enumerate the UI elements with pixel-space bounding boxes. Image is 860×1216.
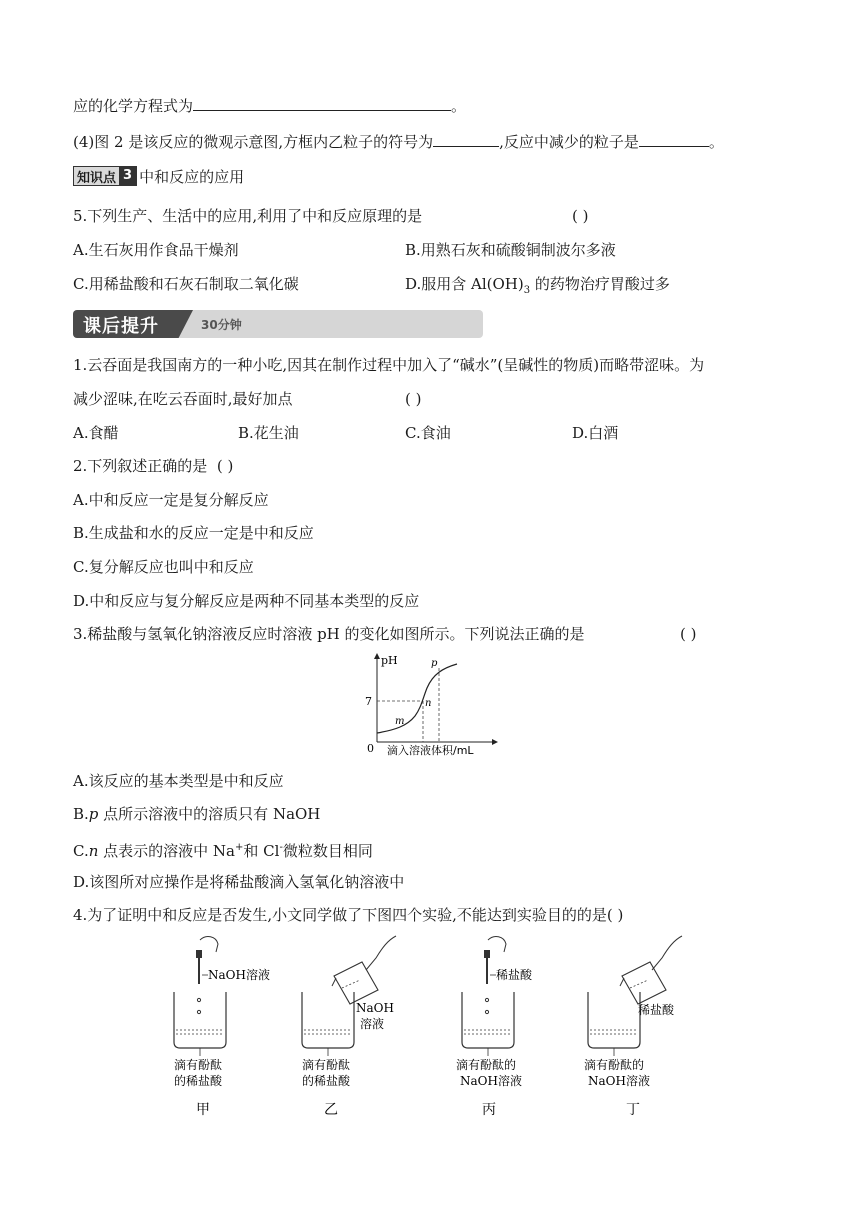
hand-icon [200, 937, 218, 952]
caption-ding: 丁 [626, 1102, 640, 1118]
y-axis-label: pH [381, 654, 398, 667]
y-tick-7: 7 [365, 695, 372, 708]
origin-label: 0 [367, 742, 374, 755]
hand-icon [366, 936, 396, 970]
experiment-jia [174, 937, 270, 1118]
section-time: 30分钟 [201, 318, 242, 332]
q3-answer-paren: ( ) [680, 625, 697, 643]
dropper-bulb-icon [484, 950, 490, 958]
knowledge-point-title: 中和反应的应用 [139, 167, 245, 186]
q1-option-d[interactable]: D.白酒 [572, 424, 619, 442]
q4-prev-particle-line: (4)图 2 是该反应的微观示意图,方框内乙粒子的符号为 ,反应中减少的粒子是 。 [73, 130, 724, 152]
q1-option-c[interactable]: C.食油 [405, 424, 451, 442]
beaker-label-1: 滴有酚酞的 [584, 1058, 645, 1072]
answer-blank-reduced-particle[interactable] [639, 130, 709, 147]
section-title: 课后提升 [83, 316, 159, 337]
beaker-label-2: NaOH溶液 [588, 1074, 650, 1088]
q5-option-c[interactable]: C.用稀盐酸和石灰石制取二氧化碳 [73, 275, 299, 293]
q2-option-d[interactable]: D.中和反应与复分解反应是两种不同基本类型的反应 [73, 592, 420, 610]
dropper-bulb-icon [196, 950, 202, 958]
q2-option-c[interactable]: C.复分解反应也叫中和反应 [73, 558, 254, 576]
reagent-label-2: 溶液 [360, 1017, 385, 1031]
beaker-icon [302, 992, 354, 1048]
q3-option-b[interactable]: B.p 点所示溶液中的溶质只有 NaOH [73, 805, 321, 823]
q3-option-a[interactable]: A.该反应的基本类型是中和反应 [73, 772, 284, 790]
equation-prompt: 应的化学方程式为 [73, 97, 194, 115]
beaker-icon [174, 992, 226, 1048]
q1-stem-line2: 减少涩味,在吃云吞面时,最好加点 [73, 390, 293, 408]
q5-answer-paren: ( ) [572, 207, 589, 225]
q3-option-d[interactable]: D.该图所对应操作是将稀盐酸滴入氢氧化钠溶液中 [73, 873, 405, 891]
experiment-bing [456, 937, 533, 1118]
q3-option-c[interactable]: C.n 点表示的溶液中 Na+和 Cl-微粒数目相同 [73, 842, 373, 860]
beaker-label-2: 的稀盐酸 [302, 1074, 351, 1088]
beaker-label-1: 滴有酚酞 [302, 1058, 351, 1072]
pouring-beaker-icon [622, 962, 666, 1004]
q3-prev-equation-line: 应的化学方程式为 。 [73, 94, 466, 116]
caption-jia: 甲 [196, 1102, 210, 1118]
q5-option-b[interactable]: B.用熟石灰和硫酸铜制波尔多液 [405, 241, 616, 259]
beaker-icon [462, 992, 514, 1048]
pouring-beaker-icon [334, 962, 378, 1004]
point-m-label: m [395, 716, 405, 727]
beaker-icon [588, 992, 640, 1048]
q5-option-a[interactable]: A.生石灰用作食品干燥剂 [73, 241, 239, 259]
experiment-yi [302, 936, 396, 1118]
q1-option-a[interactable]: A.食醋 [73, 424, 119, 442]
q1-option-b[interactable]: B.花生油 [238, 424, 299, 442]
reagent-label: 稀盐酸 [496, 968, 533, 982]
q5-stem: 5.下列生产、生活中的应用,利用了中和反应原理的是 [73, 207, 423, 225]
point-n-label: n [425, 698, 432, 709]
q3-stem: 3.稀盐酸与氢氧化钠溶液反应时溶液 pH 的变化如图所示。下列说法正确的是 [73, 625, 585, 643]
beaker-label-2: 的稀盐酸 [174, 1074, 223, 1088]
reagent-label: NaOH溶液 [208, 968, 270, 982]
hand-icon [652, 936, 682, 970]
beaker-label-2: NaOH溶液 [460, 1074, 522, 1088]
answer-blank-particle-symbol[interactable] [433, 130, 499, 147]
knowledge-point-heading [73, 166, 244, 186]
section-banner [73, 310, 483, 338]
hand-icon [488, 937, 506, 952]
reagent-label-1: NaOH [356, 1001, 394, 1015]
reagent-label: 稀盐酸 [638, 1003, 675, 1017]
caption-bing: 丙 [482, 1102, 496, 1118]
q4-experiment-figure [160, 932, 700, 1122]
beaker-label-1: 滴有酚酞的 [456, 1058, 517, 1072]
q2-answer-paren: ( ) [216, 457, 234, 475]
q5-option-d[interactable]: D.服用含 $Al(OH)_3$ 的药物治疗胃酸过多 [405, 275, 670, 296]
q2-stem: 2.下列叙述正确的是 ( ) [73, 457, 234, 475]
ph-curve [377, 664, 457, 733]
beaker-label-1: 滴有酚酞 [174, 1058, 223, 1072]
q4-stem: 4.为了证明中和反应是否发生,小文同学做了下图四个实验,不能达到实验目的的是( ) [73, 906, 624, 924]
q2-option-a[interactable]: A.中和反应一定是复分解反应 [73, 491, 269, 509]
q2-option-b[interactable]: B.生成盐和水的反应一定是中和反应 [73, 524, 314, 542]
experiment-ding [584, 936, 682, 1118]
point-p-label: p [431, 658, 438, 669]
x-axis-label: 滴入溶液体积/mL [387, 744, 474, 756]
knowledge-point-badge: 知识点 3 [73, 166, 137, 186]
ph-curve-chart [355, 650, 505, 756]
q1-stem-line1: 1.云吞面是我国南方的一种小吃,因其在制作过程中加入了“碱水”(呈碱性的物质)而略带涩味。为 [73, 356, 705, 374]
answer-blank-equation[interactable] [193, 94, 451, 111]
caption-yi: 乙 [324, 1102, 338, 1118]
q1-answer-paren: ( ) [405, 390, 422, 408]
